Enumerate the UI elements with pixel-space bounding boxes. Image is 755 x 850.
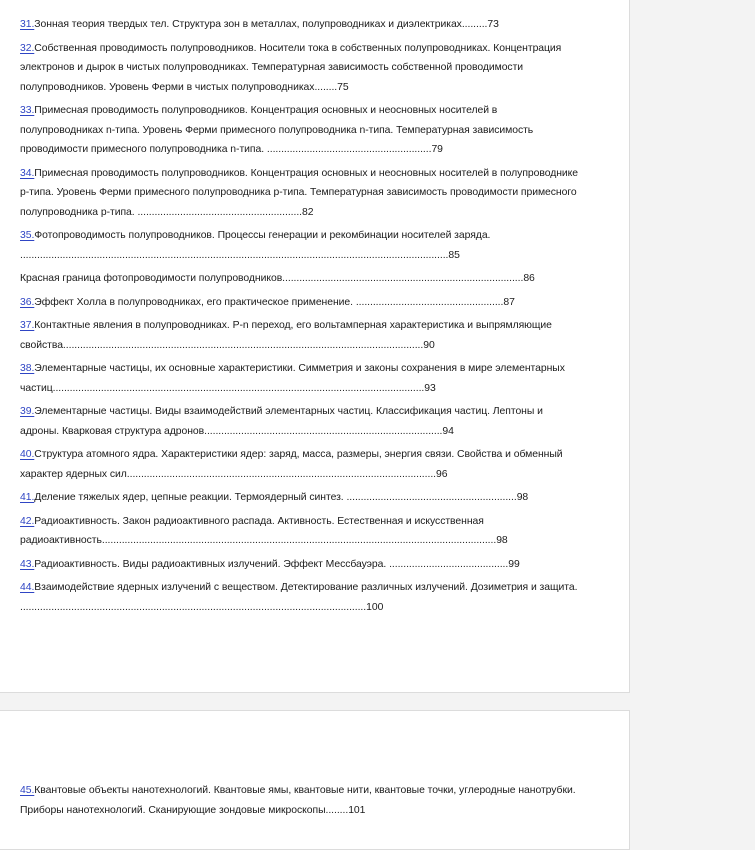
- toc-entry-number-link[interactable]: 31.: [20, 19, 35, 30]
- toc-entry-page-number: 87: [503, 296, 515, 308]
- table-of-contents: [20, 781, 582, 824]
- toc-entry-title: Красная граница фотопроводимости полупроводников.: [20, 273, 286, 284]
- toc-entry-page-number: 100: [366, 601, 384, 613]
- toc-entry-title: Элементарные частицы, их основные характеристики. Симметрия и законы сохранения в мире элементарных частиц.: [20, 363, 565, 394]
- toc-entry-title: Примесная проводимость полупроводников. Концентрация основных и неосновных носителей в полупроводнике p-типа. Уровень Ферми примесного полупроводника p-типа. Температурная зависимость проводимости примесного полупроводника p-типа.: [20, 167, 579, 218]
- toc-entry-page-number: 98: [496, 535, 508, 546]
- toc-entry-page-number: 96: [436, 468, 448, 480]
- toc-entry-title: Квантовые объекты нанотехнологий. Квантовые ямы, квантовые нити, квантовые точки, углеродные нанотрубки. Приборы нанотехнологий. Сканирующие зондовые микроскопы: [20, 785, 576, 816]
- toc-entry-leader-dots: ....................................................................................: [285, 273, 524, 284]
- toc-entry-leader-dots: ............................................................: [343, 492, 517, 503]
- toc-entry-number-link[interactable]: 37.: [20, 320, 35, 331]
- toc-entry-leader-dots: ..............................................................................................................................: [65, 339, 424, 351]
- toc-entry-title: Контактные явления в полупроводниках. P-n переход, его вольтамперная характеристика и выпрямляющие свойства.: [20, 320, 552, 351]
- toc-entry: [20, 293, 582, 313]
- toc-entry: [20, 555, 582, 575]
- toc-entry-title: Радиоактивность. Закон радиоактивного распада. Активность. Естественная и искусственная радиоактивность.: [20, 515, 484, 546]
- toc-entry-leader-dots: ........: [314, 81, 338, 93]
- toc-entry-leader-dots: ..........................................................: [134, 206, 303, 218]
- toc-entry: [20, 488, 582, 508]
- toc-entry-leader-dots: ..........................................................: [264, 144, 432, 155]
- toc-entry-title: Структура атомного ядра. Характеристики ядер: заряд, масса, размеры, энергия связи. Свойства и обменный характер ядерных сил.: [20, 449, 563, 480]
- toc-entry-number-link[interactable]: 35.: [20, 230, 35, 241]
- toc-entry-number-link[interactable]: 45.: [20, 785, 35, 796]
- toc-entry: [20, 512, 582, 551]
- toc-entry-number-link[interactable]: 36.: [20, 296, 35, 308]
- toc-entry-page-number: 93: [424, 382, 436, 394]
- toc-entry-leader-dots: ..........................................................................................................................................: [104, 535, 497, 546]
- toc-entry-title: Примесная проводимость полупроводников. Концентрация основных и неосновных носителей в полупроводниках n-типа. Уровень Ферми примесного полупроводника n-типа. Температурная зависимость проводимости примесного полупроводника n-типа.: [20, 105, 534, 155]
- toc-entry-number-link[interactable]: 44.: [20, 582, 35, 593]
- toc-entry-number-link[interactable]: 41.: [20, 492, 35, 503]
- toc-entry-number-link[interactable]: 42.: [20, 515, 35, 527]
- toc-entry-page-number: 85: [448, 249, 460, 261]
- toc-entry-number-link[interactable]: 34.: [20, 167, 35, 179]
- toc-entry-number-link[interactable]: 39.: [20, 406, 35, 417]
- toc-entry: [20, 781, 582, 820]
- toc-entry-title: Эффект Холла в полупроводниках, его практическое применение.: [34, 296, 353, 308]
- toc-entry-title: Зонная теория твердых тел. Структура зон в металлах, полупроводниках и диэлектриках.: [34, 19, 465, 30]
- toc-entry: [20, 269, 582, 289]
- toc-entry-number-link[interactable]: 33.: [20, 105, 35, 116]
- toc-entry-page-number: 75: [337, 81, 349, 93]
- toc-entry-number-link[interactable]: 43.: [20, 558, 35, 570]
- toc-entry-page-number: 99: [508, 558, 520, 570]
- toc-entry: [20, 39, 582, 98]
- toc-entry: [20, 101, 582, 160]
- toc-entry-leader-dots: .......................................................................................................................................................: [20, 249, 449, 261]
- toc-entry-page-number: 90: [423, 339, 435, 351]
- toc-entry-leader-dots: ........: [325, 804, 349, 816]
- toc-entry: [20, 445, 582, 484]
- toc-entry: [20, 359, 582, 398]
- toc-entry-page-number: 94: [442, 425, 454, 437]
- toc-entry: [20, 316, 582, 355]
- toc-entry-leader-dots: ............................................................................................................: [129, 468, 436, 480]
- toc-entry-title: Элементарные частицы. Виды взаимодействий элементарных частиц. Классификация частиц. Лептоны и адроны. Кварковая структура адронов.: [20, 406, 543, 437]
- toc-entry-number-link[interactable]: 32.: [20, 42, 35, 54]
- toc-entry: [20, 164, 582, 223]
- toc-entry-leader-dots: ..........................................................................................................................: [20, 601, 367, 613]
- document-page-2: [0, 710, 630, 850]
- toc-entry-leader-dots: ....................................................: [352, 296, 504, 308]
- toc-entry-number-link[interactable]: 40.: [20, 449, 35, 460]
- toc-entry: [20, 578, 582, 617]
- toc-entry-leader-dots: ........: [464, 19, 488, 30]
- toc-entry: [20, 15, 582, 35]
- toc-entry-leader-dots: ..........................................: [386, 558, 509, 570]
- toc-entry: [20, 226, 582, 265]
- toc-entry-title: Деление тяжелых ядер, цепные реакции. Термоядерный синтез.: [34, 492, 344, 503]
- toc-entry-title: Радиоактивность. Виды радиоактивных излучений. Эффект Мессбауэра.: [34, 558, 387, 570]
- toc-entry-title: Фотопроводимость полупроводников. Процессы генерации и рекомбинации носителей заряда.: [34, 230, 491, 241]
- toc-entry-page-number: 73: [487, 19, 499, 30]
- toc-entry-title: Взаимодействие ядерных излучений с веществом. Детектирование различных излучений. Дозиметрия и защита.: [34, 582, 578, 593]
- toc-entry-number-link[interactable]: 38.: [20, 363, 35, 374]
- toc-entry-page-number: 98: [516, 492, 529, 503]
- toc-entry-page-number: 86: [523, 273, 535, 284]
- toc-entry-title: Собственная проводимость полупроводников. Носители тока в собственных полупроводниках. Концентрация электронов и дырок в чистых полупроводниках. Температурная зависимость собственной проводимости полупроводников. Уровень Ферми в чистых полупроводниках: [20, 42, 562, 93]
- toc-entry-leader-dots: ..................................................................................................................................: [55, 382, 425, 394]
- toc-entry-page-number: 79: [431, 144, 443, 155]
- toc-entry-page-number: 82: [302, 206, 314, 218]
- toc-entry-page-number: 101: [348, 804, 366, 816]
- toc-entry-leader-dots: ...................................................................................: [206, 425, 443, 437]
- table-of-contents: [20, 15, 582, 621]
- toc-entry: [20, 402, 582, 441]
